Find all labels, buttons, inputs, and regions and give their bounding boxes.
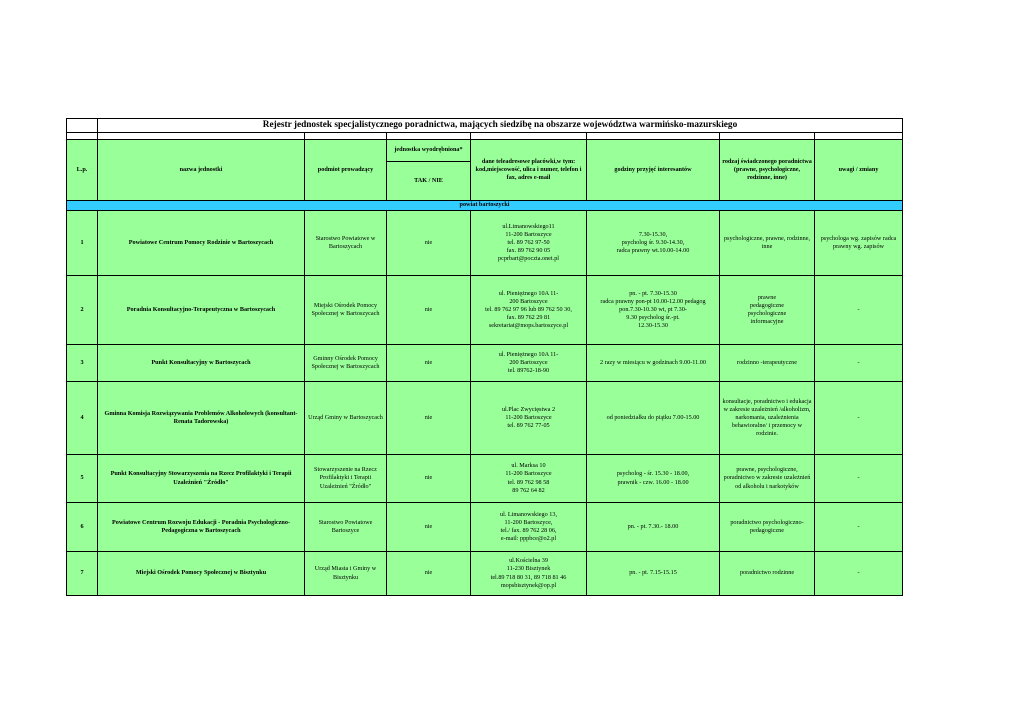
cell-rodzaj: poradnictwo rodzinne bbox=[720, 552, 815, 596]
cell-uwagi: - bbox=[815, 552, 903, 596]
cell-uwagi: - bbox=[815, 276, 903, 345]
cell-uwagi: psychologa wg. zapisów radca prawny wg. zapisów bbox=[815, 211, 903, 276]
cell-wyodrebniona: nie bbox=[387, 455, 471, 503]
header-tak-nie: TAK / NIE bbox=[387, 162, 471, 201]
cell-rodzaj: konsultacje, poradnictwo i edukacja w zakresie uzależnień /alkoholizm, narkomania, uzależnienia behawioralne/ i przemocy w rodzinie. bbox=[720, 382, 815, 455]
cell-nazwa: Punkt Konsultacyjny w Bartoszycach bbox=[98, 345, 305, 382]
spacer-cell bbox=[305, 133, 387, 140]
section-powiat: powiat bartoszycki bbox=[67, 201, 903, 211]
cell-podmiot: Starostwo Powiatowe w Bartoszycach bbox=[305, 211, 387, 276]
cell-nazwa: Miejski Ośrodek Pomocy Społecznej w Bisztynku bbox=[98, 552, 305, 596]
cell-wyodrebniona: nie bbox=[387, 276, 471, 345]
header-rodzaj: rodzaj świadczonego poradnictwa (prawne, psychologiczne, rodzinne, inne) bbox=[720, 140, 815, 201]
cell-dane: ul. Marksa 10 11-200 Bartoszyce tel. 89 762 98 58 89 762 64 82 bbox=[471, 455, 587, 503]
table-row bbox=[67, 552, 903, 596]
cell-dane: ul.Plac Zwycięstwa 2 11-200 Bartoszyce tel. 89 762 77-05 bbox=[471, 382, 587, 455]
header-podmiot: podmiot prowadzący bbox=[305, 140, 387, 201]
cell-godziny: pn. - pt. 7.15-15.15 bbox=[587, 552, 720, 596]
cell-wyodrebniona: nie bbox=[387, 382, 471, 455]
cell-godziny: 7.30-15.30, psycholog śr. 9.30-14.30, radca prawny wt.10.00-14.00 bbox=[587, 211, 720, 276]
cell-rodzaj: poradnictwo psychologiczno-pedagogiczne bbox=[720, 503, 815, 552]
spacer-cell bbox=[815, 133, 903, 140]
cell-podmiot: Miejski Ośrodek Pomocy Społecznej w Bartoszycach bbox=[305, 276, 387, 345]
cell-lp: 3 bbox=[67, 345, 98, 382]
cell-lp: 2 bbox=[67, 276, 98, 345]
table-row bbox=[67, 345, 903, 382]
title-spacer-cell bbox=[67, 119, 98, 133]
header-dane: dane teleadresowe placówki,w tym: kod,miejscowość, ulica i numer, telefon i fax, adres e-mail bbox=[471, 140, 587, 201]
cell-uwagi: - bbox=[815, 503, 903, 552]
cell-podmiot: Starostwo Powiatowe Bartoszyce bbox=[305, 503, 387, 552]
spacer-cell bbox=[387, 133, 471, 140]
cell-podmiot: Urząd Miasta i Gminy w Bisztynku bbox=[305, 552, 387, 596]
cell-dane: ul. Limanowskiego 13, 11-200 Bartoszyce, tel./ fax. 89 762 28 06, e-mail: pppbce@o2.pl bbox=[471, 503, 587, 552]
cell-wyodrebniona: nie bbox=[387, 211, 471, 276]
header-lp: L.p. bbox=[67, 140, 98, 201]
cell-nazwa: Powiatowe Centrum Pomocy Rodzinie w Bartoszycach bbox=[98, 211, 305, 276]
header-uwagi: uwagi / zmiany bbox=[815, 140, 903, 201]
cell-lp: 4 bbox=[67, 382, 98, 455]
table-row bbox=[67, 503, 903, 552]
register-table bbox=[66, 118, 903, 596]
cell-nazwa: Powiatowe Centrum Rozwoju Edukacji - Poradnia Psychologiczno-Pedagogiczna w Bartoszycach bbox=[98, 503, 305, 552]
cell-wyodrebniona: nie bbox=[387, 503, 471, 552]
cell-lp: 1 bbox=[67, 211, 98, 276]
cell-lp: 7 bbox=[67, 552, 98, 596]
cell-nazwa: Punkt Konsultacyjny Stowarzyszenia na Rzecz Profilaktyki i Terapii Uzależnień "Źródło" bbox=[98, 455, 305, 503]
spacer-cell bbox=[471, 133, 587, 140]
cell-godziny: od poniedziałku do piątku 7.00-15.00 bbox=[587, 382, 720, 455]
cell-dane: ul. Pieniężnego 10A 11- 200 Bartoszyce tel. 89762-18-90 bbox=[471, 345, 587, 382]
cell-uwagi: - bbox=[815, 382, 903, 455]
cell-podmiot: Stowarzyszenie na Rzecz Profilaktyki i Terapii Uzależnień "Źródło" bbox=[305, 455, 387, 503]
spacer-cell bbox=[67, 133, 98, 140]
spacer-cell bbox=[587, 133, 720, 140]
cell-rodzaj: prawne, psychologiczne, poradnictwo w zakresie uzależnień od alkoholu i narkotyków bbox=[720, 455, 815, 503]
cell-rodzaj: psychologiczne, prawne, rodzinne, inne bbox=[720, 211, 815, 276]
cell-dane: ul. Pieniężnego 10A 11- 200 Bartoszyce tel. 89 762 97 96 lub 89 762 50 30, fax. 89 762 29 81 sekretariat@mops.bartoszyce.pl bbox=[471, 276, 587, 345]
cell-uwagi: - bbox=[815, 455, 903, 503]
header-nazwa: nazwa jednostki bbox=[98, 140, 305, 201]
cell-lp: 5 bbox=[67, 455, 98, 503]
table-row bbox=[67, 276, 903, 345]
spacer-cell bbox=[720, 133, 815, 140]
cell-wyodrebniona: nie bbox=[387, 552, 471, 596]
register-title: Rejestr jednostek specjalistycznego poradnictwa, mających siedzibę na obszarze województwa warmińsko-mazurskiego bbox=[98, 119, 903, 133]
cell-podmiot: Gminny Ośrodek Pomocy Społecznej w Bartoszycach bbox=[305, 345, 387, 382]
table-row bbox=[67, 455, 903, 503]
cell-godziny: pn. - pt. 7.30-15.30 radca prawny pon-pt 10.00-12.00 pedagog pon.7.30-10.30 wt, pt 7.30- 9.30 psycholog śr.-pt. 12.30-15.30 bbox=[587, 276, 720, 345]
cell-rodzaj: rodzinno -terapeutyczne bbox=[720, 345, 815, 382]
cell-nazwa: Gminna Komisja Rozwiązywania Problemów Alkoholowych (konsultant- Renata Tadorowska) bbox=[98, 382, 305, 455]
cell-godziny: 2 razy w miesiącu w godzinach 9.00-11.00 bbox=[587, 345, 720, 382]
table-row bbox=[67, 382, 903, 455]
header-godziny: godziny przyjęć interesantów bbox=[587, 140, 720, 201]
cell-wyodrebniona: nie bbox=[387, 345, 471, 382]
cell-godziny: psycholog - śr. 15.30 - 18.00, prawnik - czw. 16.00 - 18.00 bbox=[587, 455, 720, 503]
cell-godziny: pn. - pt. 7.30.- 18.00 bbox=[587, 503, 720, 552]
cell-dane: ul.Limanowskiego11 11-200 Bartoszyce tel. 89 762 97-50 fax. 89 762 90 05 pcprbart@poczta.onet.pl bbox=[471, 211, 587, 276]
spacer-cell bbox=[98, 133, 305, 140]
table-row bbox=[67, 211, 903, 276]
cell-lp: 6 bbox=[67, 503, 98, 552]
cell-nazwa: Poradnia Konsultacyjno-Terapeutyczna w Bartoszycach bbox=[98, 276, 305, 345]
cell-podmiot: Urząd Gminy w Bartoszycach bbox=[305, 382, 387, 455]
cell-dane: ul.Kościelna 39 11-230 Bisztynek tel.89 718 80 31, 89 718 81 46 mopsbisztynek@op.pl bbox=[471, 552, 587, 596]
header-wyodrebniona: jednostka wyodrębniona* bbox=[387, 140, 471, 162]
cell-uwagi: - bbox=[815, 345, 903, 382]
cell-rodzaj: prawne pedagogiczne psychologiczne informacyjne bbox=[720, 276, 815, 345]
